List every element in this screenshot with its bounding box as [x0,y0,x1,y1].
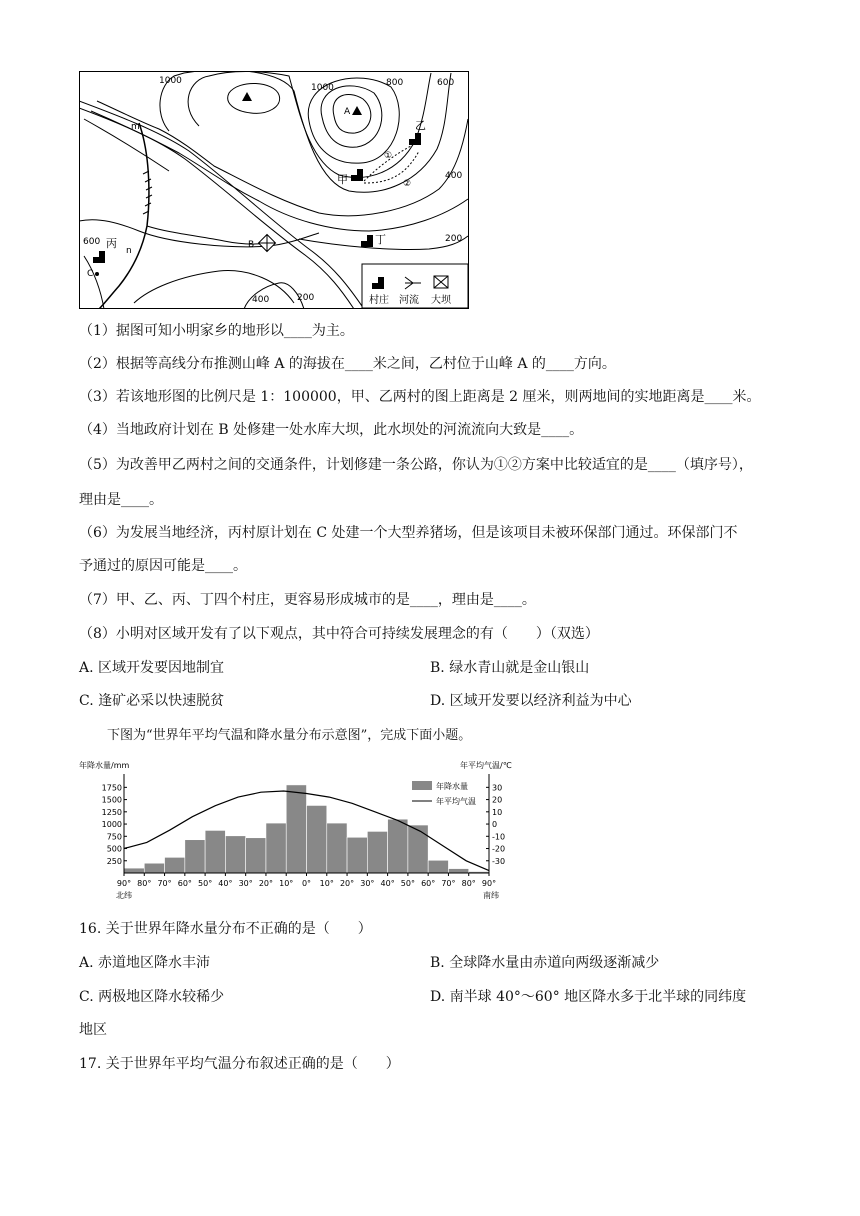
question-4: （4）当地政府计划在 B 处修建一处水库大坝，此水坝处的河流流向大致是____。 [79,422,584,438]
climate-chart [79,758,529,903]
route-1-label: ① [384,151,393,161]
precip-bar [327,823,347,873]
left-axis-label: 年降水量/mm [79,761,130,770]
contour-label: 1000 [311,83,334,93]
x-tick-label: 0° [301,879,312,888]
contour-label: 200 [297,293,315,303]
left-tick-label: 500 [106,844,122,854]
left-tick-label: 1750 [101,783,122,793]
peak-label: A [344,107,351,117]
left-tick-label: 750 [106,832,122,842]
legend-line-label: 年平均气温 [436,797,476,806]
village-bing-label: 丙 [106,237,117,250]
point-m-label: m [131,122,140,132]
legend-village-label: 村庄 [369,295,389,306]
right-tick-label: -30 [492,856,506,866]
contour-label: 600 [437,78,455,88]
x-tick-label: 10° [319,879,334,888]
chart-legend [412,781,476,806]
precip-bar [388,819,408,873]
x-tick-label: 80° [137,879,152,888]
q16-option-d: D. 南半球 40°～60° 地区降水多于北半球的同纬度 [430,989,747,1005]
x-tick-label: 60° [421,879,436,888]
question-6-cont: 予通过的原因可能是____。 [79,558,247,574]
question-17: 17. 关于世界年平均气温分布叙述正确的是（ ） [79,1056,400,1072]
contour-label: 200 [445,234,463,244]
precip-bar [246,838,266,873]
left-tick-label: 250 [106,856,122,866]
question-8: （8）小明对区域开发有了以下观点，其中符合可持续发展理念的有（ ）（双选） [79,626,599,642]
precip-bar [428,860,448,873]
x-tick-label: 50° [400,879,415,888]
q8-option-c: C. 逢矿必采以快速脱贫 [79,693,225,709]
x-tick-label: 50° [198,879,213,888]
contour-label: 800 [386,78,404,88]
x-tick-label: 70° [157,879,172,888]
village-ding-label: 丁 [375,233,386,246]
right-axis-label: 年平均气温/℃ [460,761,512,770]
precip-bar [307,805,327,873]
right-tick-label: 30 [492,783,503,793]
question-7: （7）甲、乙、丙、丁四个村庄，更容易形成城市的是____，理由是____。 [79,592,536,608]
point-c-label: C [87,269,94,279]
contour-label: 600 [83,237,101,247]
left-tick-label: 1250 [101,807,122,817]
x-tick-label: 30° [360,879,375,888]
precip-bar [266,823,286,873]
q8-option-a: A. 区域开发要因地制宜 [79,660,225,676]
q16-option-a: A. 赤道地区降水丰沛 [79,955,211,971]
q16-option-d-cont: 地区 [79,1022,107,1038]
legend-bar-label: 年降水量 [436,782,468,791]
village-yi-label: 乙 [415,119,426,132]
legend-dam-label: 大坝 [431,295,451,306]
contour-label: 400 [252,295,270,305]
x-tick-label: 90° [116,879,132,888]
q16-option-b: B. 全球降水量由赤道向两级逐渐减少 [430,955,660,971]
precip-bar [225,836,245,873]
precip-bar [448,869,468,873]
precip-bar [408,825,428,873]
x-tick-label: 10° [279,879,294,888]
question-2: （2）根据等高线分布推测山峰 A 的海拔在____米之间，乙村位于山峰 A 的____方向。 [79,356,616,372]
chart-intro: 下图为“世界年平均气温和降水量分布示意图”，完成下面小题。 [107,728,472,743]
question-1: （1）据图可知小明家乡的地形以____为主。 [79,323,354,339]
q8-option-d: D. 区域开发要以经济利益为中心 [430,693,632,709]
x-tick-label: 40° [380,879,395,888]
precip-bar [185,840,205,873]
point-n-label: n [126,246,132,256]
precip-bar [367,831,387,873]
legend-bar-swatch [412,781,432,790]
legend-river-label: 河流 [399,295,419,306]
x-tick-label: 80° [461,879,476,888]
x-tick-label: 20° [258,879,274,888]
left-tick-label: 1500 [101,795,122,805]
contour-label: 1000 [159,76,182,86]
precip-bar [347,837,367,873]
right-tick-label: -20 [492,844,506,854]
question-5: （5）为改善甲乙两村之间的交通条件，计划修建一条公路，你认为①②方案中比较适宜的是____（填序号）， [79,457,753,473]
precip-bar [286,785,306,873]
x-right-note: 南纬 [483,891,499,900]
village-jia-label: 甲 [337,173,348,186]
x-tick-label: 40° [218,879,233,888]
precip-bar [144,863,164,873]
x-tick-label: 20° [339,879,355,888]
contour-label: 400 [445,171,463,181]
precip-bar [165,857,185,873]
question-16: 16. 关于世界年降水量分布不正确的是（ ） [79,921,372,937]
precip-bar [124,868,144,873]
precip-bar [205,830,225,873]
q16-option-c: C. 两极地区降水较稀少 [79,989,225,1005]
left-tick-label: 1000 [101,820,122,830]
route-2-label: ② [403,179,412,189]
right-tick-label: 20 [492,795,503,805]
x-tick-label: 90° [481,879,497,888]
question-3: （3）若该地形图的比例尺是 1：100000，甲、乙两村的图上距离是 2 厘米，则两地间的实地距离是____米。 [79,389,761,405]
right-tick-label: -10 [492,832,506,842]
right-tick-label: 10 [492,807,503,817]
precipitation-bars [124,785,489,873]
map-legend [362,264,468,308]
right-tick-label: 0 [492,820,498,830]
point-c [95,272,99,276]
q8-option-b: B. 绿水青山就是金山银山 [430,660,590,676]
question-5-cont: 理由是____。 [79,492,163,508]
x-tick-label: 60° [177,879,192,888]
x-left-note: 北纬 [116,891,132,900]
topographic-map [79,71,469,309]
question-6: （6）为发展当地经济，丙村原计划在 C 处建一个大型养猪场，但是该项目未被环保部门通过。环保部门不 [79,525,738,541]
point-b-label: B [248,240,255,250]
x-tick-label: 30° [238,879,253,888]
x-tick-label: 70° [441,879,456,888]
